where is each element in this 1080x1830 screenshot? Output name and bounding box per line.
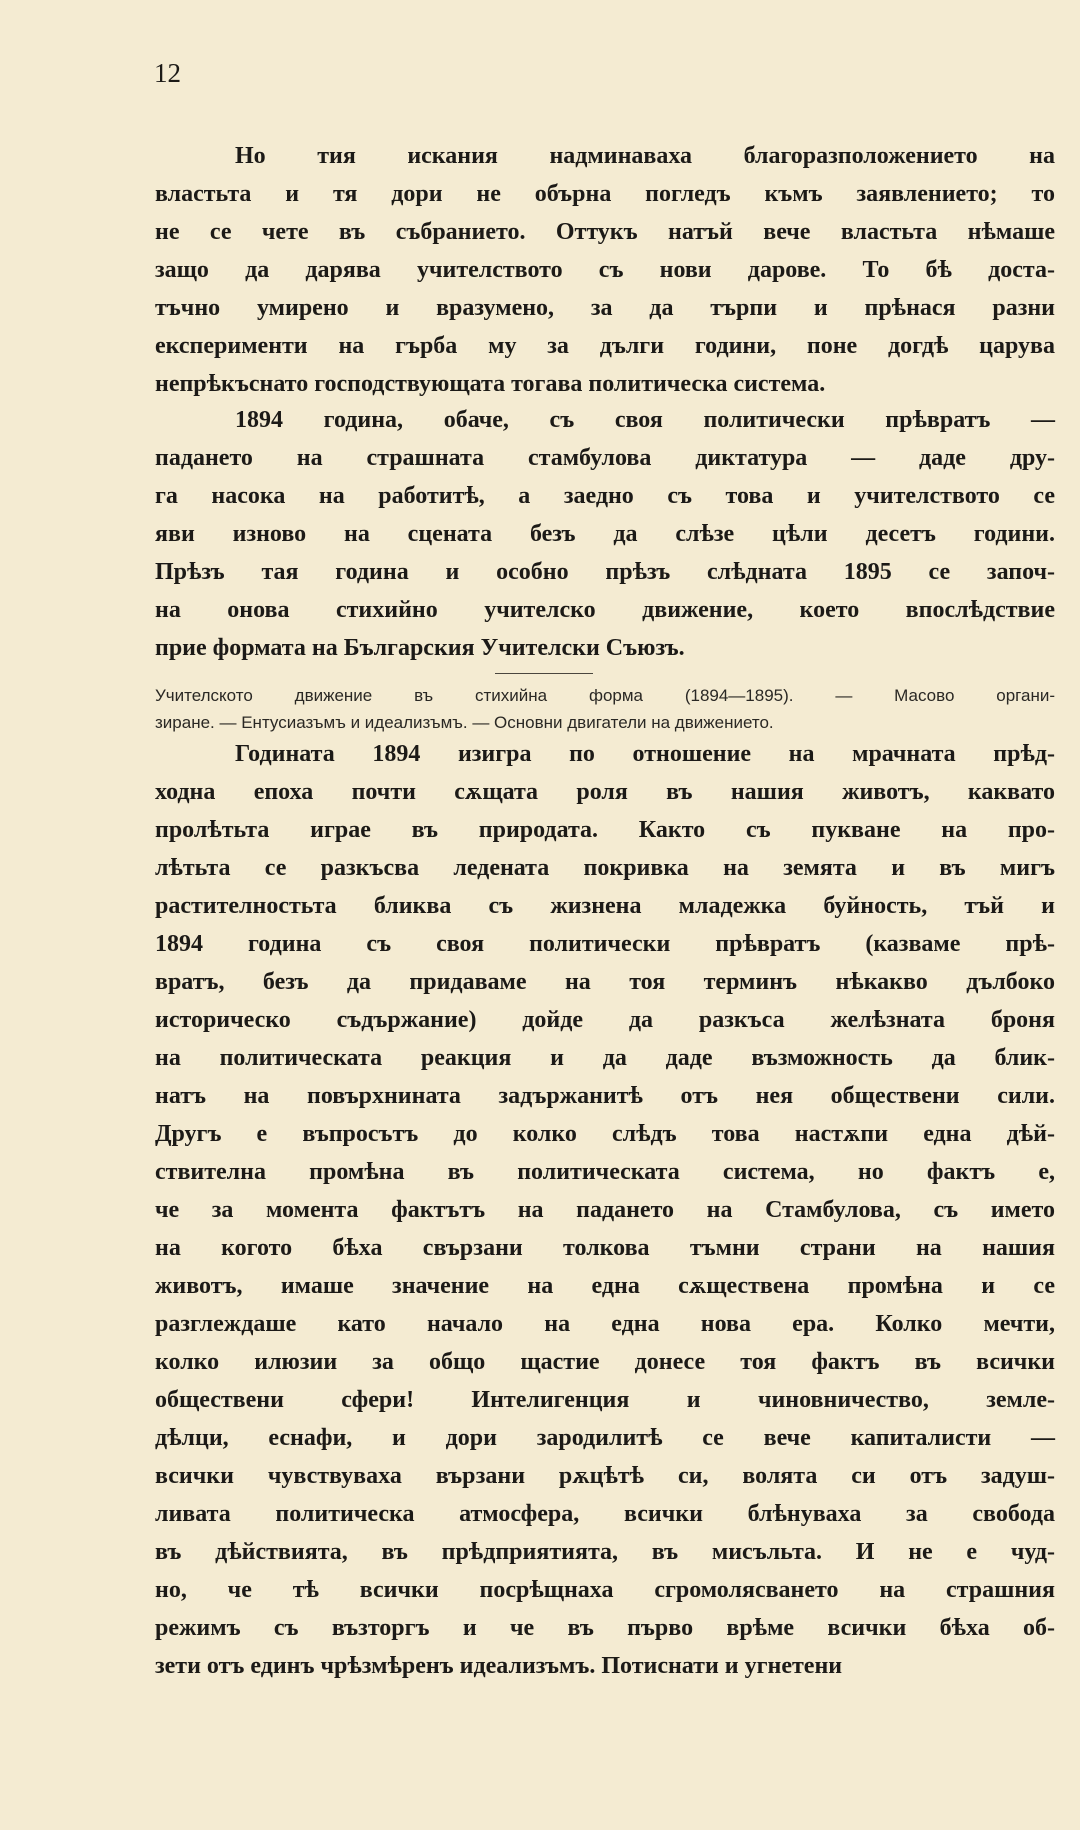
paragraph-line: 1894 година съ своя политически прѣвратъ (казваме прѣ-	[155, 931, 1055, 957]
paragraph-1	[155, 137, 1055, 403]
paragraph-line: властьта и тя дори не обърна погледъ къмъ заявлението; то	[155, 181, 1055, 207]
paragraph-line: яви изново на сцената безъ да слѣзе цѣли десетъ години.	[155, 521, 1055, 547]
paragraph-line: ствителна промѣна въ политическата система, но фактъ е,	[155, 1159, 1055, 1185]
paragraph-line: лѣтьта се разкъсва ледената покривка на земята и въ мигъ	[155, 855, 1055, 881]
paragraph-line: на онова стихийно учителско движение, което впослѣдствие	[155, 597, 1055, 623]
paragraph-line: всички чувствуваха вързани рѫцѣтѣ си, волята си отъ задуш-	[155, 1463, 1055, 1489]
paragraph-line: но, че тѣ всички посрѣщнаха сгромолясването на страшния	[155, 1577, 1055, 1603]
paragraph-line: обществени сфери! Интелигенция и чиновничество, земле-	[155, 1387, 1055, 1413]
paragraph-line: въ дѣйствията, въ прѣдприятията, въ мисъльта. И не е чуд-	[155, 1539, 1055, 1565]
page-number: 12	[154, 58, 181, 88]
paragraph-line: вратъ, безъ да придаваме на тоя терминъ нѣкакво дълбоко	[155, 969, 1055, 995]
summary-line: Учителското движение въ стихийна форма (1894—1895). — Масово органи-	[155, 686, 1055, 705]
paragraph-line: непрѣкъснато господствующата тогава политическа система.	[155, 371, 826, 397]
paragraph-2	[155, 401, 1055, 667]
section-summary	[155, 682, 1055, 736]
paragraph-line: не се чете въ събранието. Оттукъ натъй вече властьта нѣмаше	[155, 219, 1055, 245]
paragraph-line: зети отъ единъ чрѣзмѣренъ идеализъмъ. Потиснати и угнетени	[155, 1653, 843, 1679]
paragraph-line: на когото бѣха свързани толкова тъмни страни на нашия	[155, 1235, 1055, 1261]
paragraph-line: Другъ е въпросътъ до колко слѣдъ това настѫпи една дѣй-	[155, 1121, 1055, 1147]
paragraph-line: на политическата реакция и да даде възможность да блик-	[155, 1045, 1055, 1071]
paragraph-line: Годината 1894 изигра по отношение на мрачната прѣд-	[235, 741, 1055, 767]
paragraph-line: га насока на работитѣ, а заедно съ това и учителството се	[155, 483, 1055, 509]
paragraph-line: прие формата на Българския Учителски Съюзъ.	[155, 635, 685, 661]
paragraph-line: натъ на повърхнината задържанитѣ отъ нея обществени сили.	[155, 1083, 1055, 1109]
paragraph-line: растителностьта бликва съ жизнена младежка буйность, тъй и	[155, 893, 1055, 919]
paragraph-line: че за момента фактътъ на падането на Стамбулова, съ името	[155, 1197, 1055, 1223]
paragraph-line: животъ, имаше значение на една сѫществена промѣна и се	[155, 1273, 1055, 1299]
paragraph-line: 1894 година, обаче, съ своя политически прѣвратъ —	[235, 407, 1055, 433]
paragraph-3	[155, 735, 1055, 1685]
paragraph-line: дѣлци, еснафи, и дори зародилитѣ се вече капиталисти —	[155, 1425, 1055, 1451]
paragraph-line: ходна епоха почти сѫщата роля въ нашия животъ, каквато	[155, 779, 1055, 805]
paragraph-line: разглеждаше като начало на една нова ера. Колко мечти,	[155, 1311, 1055, 1337]
paragraph-line: падането на страшната стамбулова диктатура — даде дру-	[155, 445, 1055, 471]
paragraph-line: защо да дарява учителството съ нови дарове. То бѣ доста-	[155, 257, 1055, 283]
paragraph-line: колко илюзии за общо щастие донесе тоя фактъ въ всички	[155, 1349, 1055, 1375]
paragraph-line: Прѣзъ тая година и особно прѣзъ слѣдната 1895 се започ-	[155, 559, 1055, 585]
paragraph-line: Но тия искания надминаваха благоразположението на	[235, 143, 1055, 169]
summary-line: зиране. — Ентусиазъмъ и идеализъмъ. — Основни двигатели на движението.	[155, 713, 774, 732]
paragraph-line: историческо съдържание) дойде да разкъса желѣзната броня	[155, 1007, 1055, 1033]
paragraph-line: тъчно умирено и вразумено, за да търпи и прѣнася разни	[155, 295, 1055, 321]
paragraph-line: ливата политическа атмосфера, всички блѣнуваха за свобода	[155, 1501, 1055, 1527]
section-divider	[495, 673, 593, 674]
paragraph-line: режимъ съ възторгъ и че въ първо врѣме всички бѣха об-	[155, 1615, 1055, 1641]
paragraph-line: пролѣтьта играе въ природата. Както съ пукване на про-	[155, 817, 1055, 843]
paragraph-line: експерименти на гърба му за дълги години, поне догдѣ царува	[155, 333, 1055, 359]
